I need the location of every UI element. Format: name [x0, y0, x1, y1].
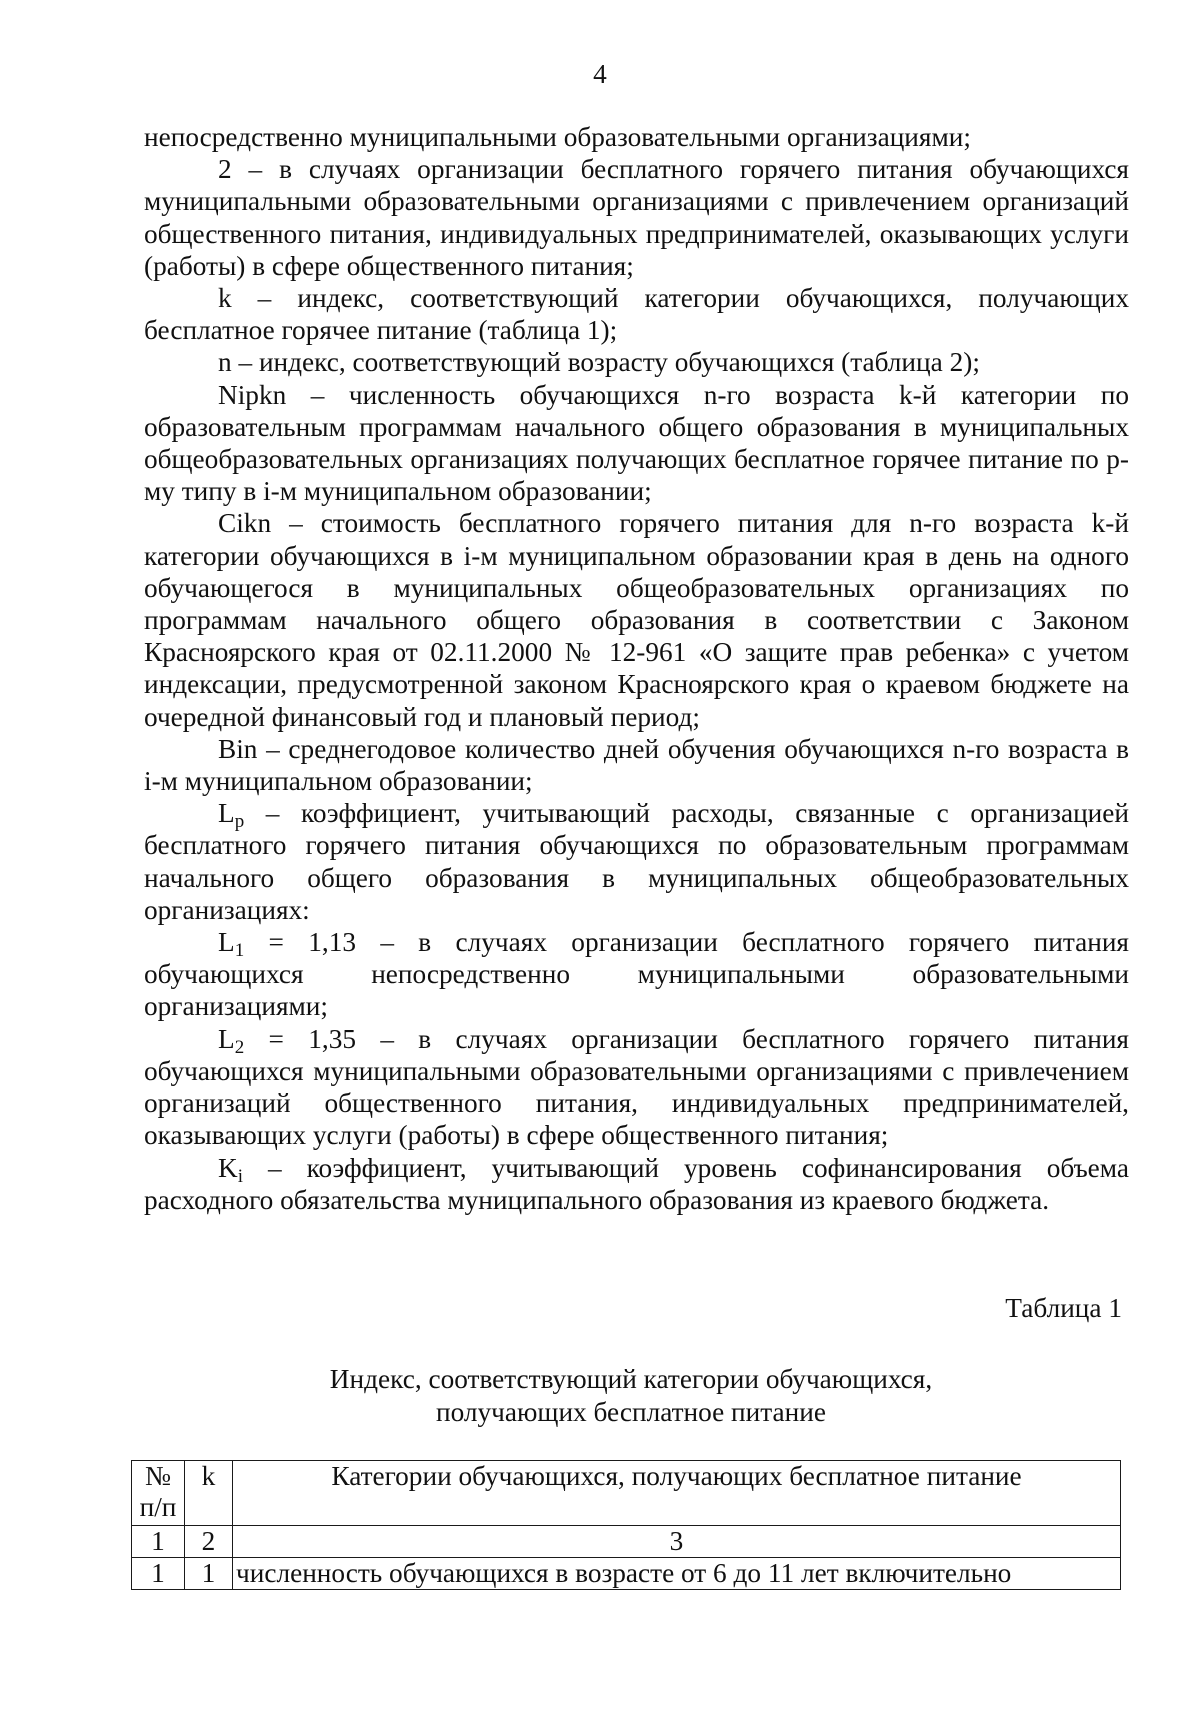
paragraph-l1-text: = 1,13 – в случаях организации бесплатного горячего питания обучающихся непосредственно муниципальными образовательными организациями;	[144, 927, 1129, 1022]
paragraph-lp-text: – коэффициент, учитывающий расходы, связанные с организацией бесплатного горячего питания обучающихся по образовательным программам начального общего образования в муниципальных общеобразовательных организациях:	[144, 798, 1130, 925]
paragraph-index-k: k – индекс, соответствующий категории обучающихся, получающих бесплатное горячее питание (таблица 1);	[144, 283, 1129, 346]
header-k: k	[185, 1461, 233, 1526]
column-number-3: 3	[233, 1526, 1121, 1558]
header-number: № п/п	[132, 1461, 185, 1526]
paragraph-l1	[144, 926, 1129, 1023]
table-title-line-2: получающих бесплатное питание	[436, 1397, 826, 1427]
column-number-1: 1	[132, 1526, 185, 1558]
paragraph-ki-text: – коэффициент, учитывающий уровень софинансирования объема расходного обязательства муниципального образования из краевого бюджета.	[144, 1152, 1129, 1215]
paragraph-l2-text: = 1,35 – в случаях организации бесплатного горячего питания обучающихся муниципальными образовательными организациями с привлечением организаций общественного питания, индивидуальных предпринимателей, оказывающих услуги (работы) в сфере общественного питания;	[144, 1023, 1129, 1151]
paragraph-continuation: непосредственно муниципальными образовательными организациями;	[144, 122, 971, 152]
paragraph-type-2: 2 – в случаях организации бесплатного горячего питания обучающихся муниципальными образовательными организациями с привлечением организаций общественного питания, индивидуальных предпринимателей, оказывающих услуги (работы) в сфере общественного питания;	[144, 154, 1129, 281]
paragraph-cikn: Cikn – стоимость бесплатного горячего питания для n-го возраста k-й категории обучающихся в i-м муниципальном образовании края в день на одного обучающегося в муниципальных общеобразовательных организациях по программам начального общего образования в соответствии с Законом Красноярского края от 02.11.2000 № 12-961 «О защите прав ребенка» с учетом индексации, предусмотренной законом Красноярского края о краевом бюджете на очередной финансовый год и плановый период;	[144, 508, 1129, 732]
table-header-row	[132, 1461, 1121, 1526]
page-number: 4	[593, 59, 607, 89]
symbol-ki: $K_i$	[218, 1152, 243, 1187]
symbol-l2: $L_2$	[218, 1023, 245, 1058]
paragraph-index-n: n – индекс, соответствующий возрасту обучающихся (таблица 2);	[218, 347, 980, 378]
symbol-lp: $L_p$	[218, 798, 245, 833]
table-label: Таблица 1	[1005, 1293, 1122, 1323]
document-body	[144, 121, 1129, 1216]
paragraph-nipkn: Nipkn – численность обучающихся n-го возраста k-й категории по образовательным программам начального общего образования в муниципальных общеобразовательных организациях получающих бесплатное горячее питание по p-му типу в i-м муниципальном образовании;	[144, 379, 1129, 507]
paragraph-ki	[144, 1152, 1129, 1216]
symbol-l1: $L_1$	[218, 927, 245, 962]
header-category: Категории обучающихся, получающих бесплатное питание	[233, 1461, 1121, 1526]
table-row	[132, 1558, 1121, 1590]
categories-table	[131, 1460, 1121, 1590]
table-column-numbers-row	[132, 1526, 1121, 1558]
column-number-2: 2	[185, 1526, 233, 1558]
table-title-line-1: Индекс, соответствующий категории обучающихся,	[329, 1364, 933, 1394]
row-number: 1	[132, 1558, 185, 1590]
table-title	[0, 1363, 1200, 1429]
paragraph-l2	[144, 1023, 1129, 1152]
paragraph-lp	[144, 797, 1129, 926]
row-category: численность обучающихся в возрасте от 6 до 11 лет включительно	[233, 1558, 1121, 1590]
paragraph-bin: Bin – среднегодовое количество дней обучения обучающихся n-го возраста в i-м муниципальном образовании;	[144, 733, 1129, 797]
row-k: 1	[185, 1558, 233, 1590]
